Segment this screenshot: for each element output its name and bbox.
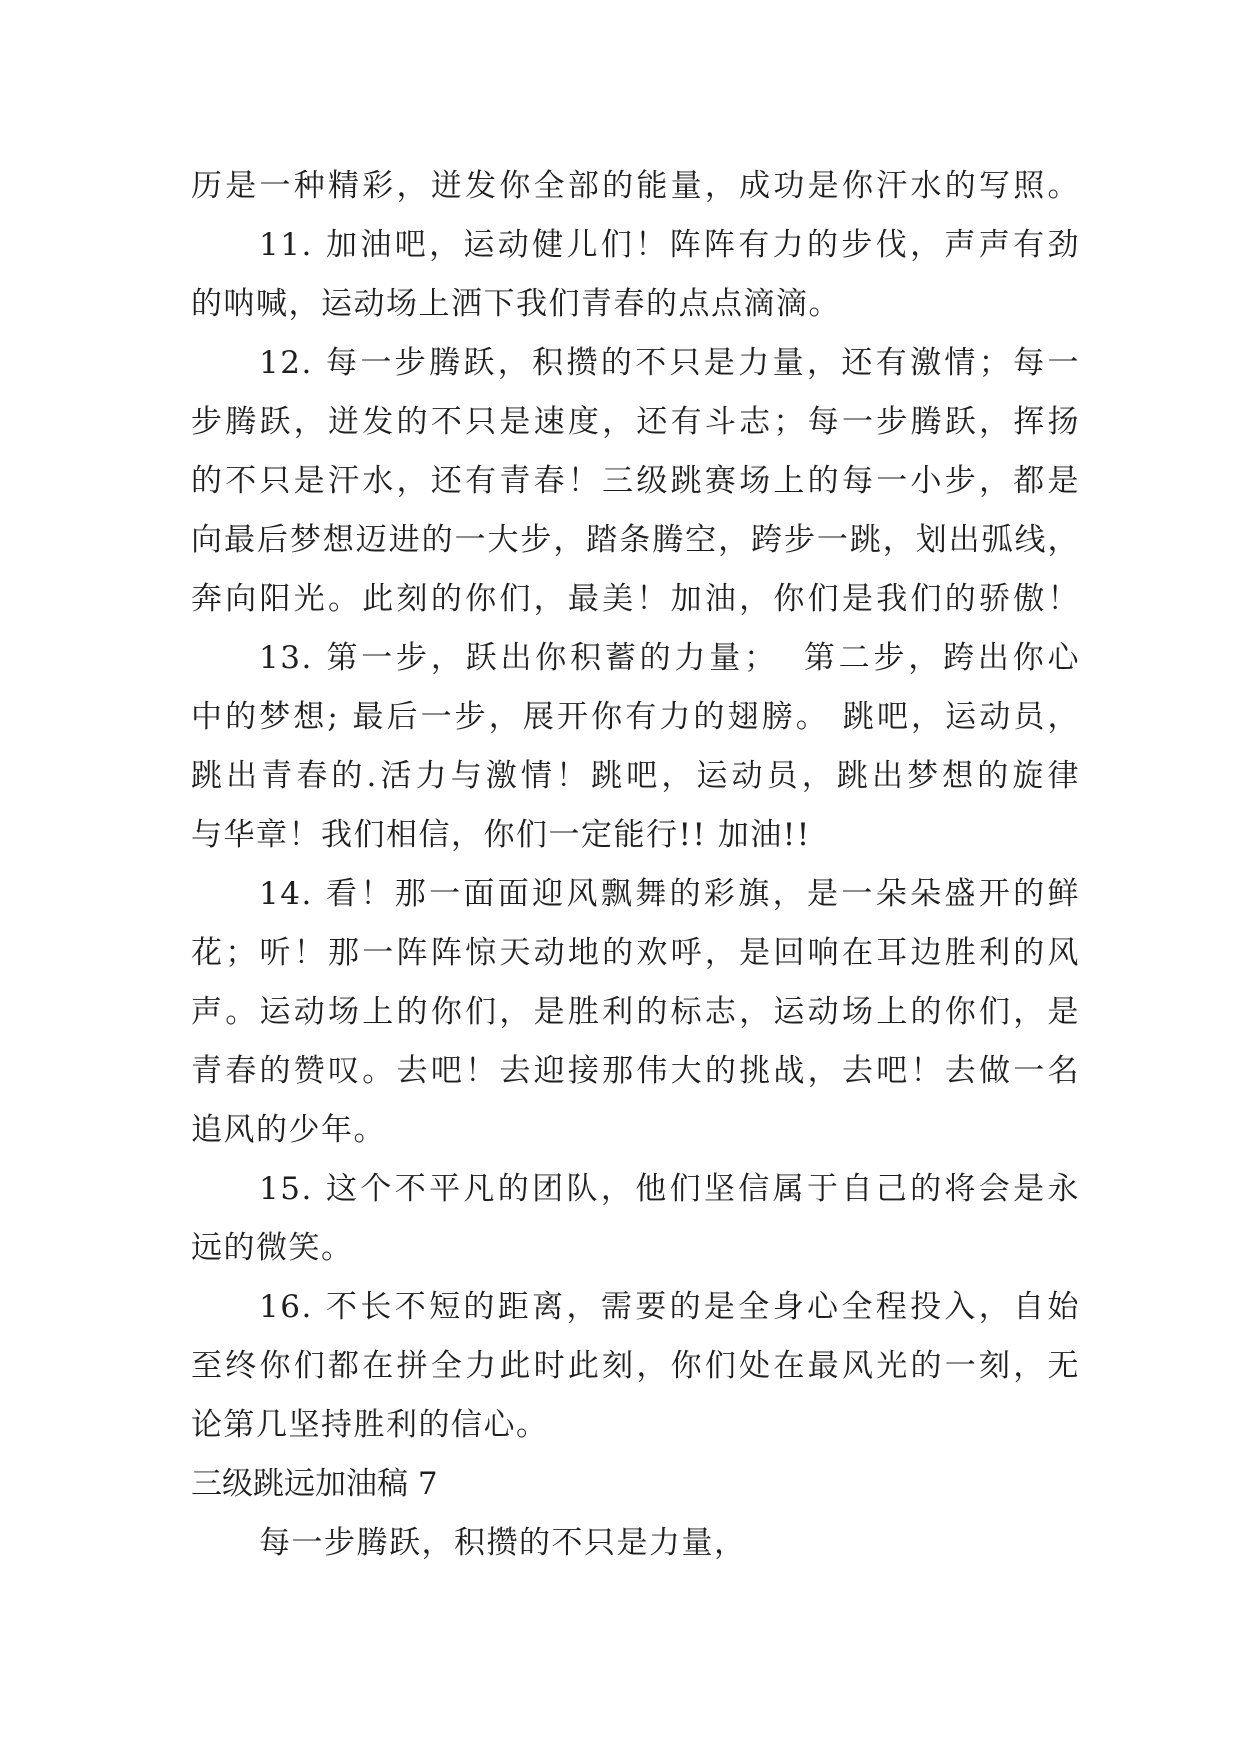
paragraph-line: 声。运动场上的你们，是胜利的标志，运动场上的你们，是	[191, 994, 1080, 1030]
paragraph-line: 跳出青春的.活力与激情！跳吧，运动员，跳出梦想的旋律	[191, 758, 1080, 794]
paragraph-15	[191, 1160, 1080, 1278]
paragraph-line: 15. 这个不平凡的团队，他们坚信属于自己的将会是永	[259, 1171, 1080, 1207]
paragraph-final	[191, 1514, 1080, 1573]
paragraph-line: 13. 第一步，跃出你积蓄的力量； 第二步，跨出你心	[259, 640, 1080, 676]
paragraph-line: 16. 不长不短的距离，需要的是全身心全程投入，自始	[259, 1289, 1080, 1325]
paragraph-line: 论第几坚持胜利的信心。	[191, 1407, 549, 1443]
paragraph-line: 追风的少年。	[191, 1112, 386, 1148]
paragraph-line: 远的微笑。	[191, 1230, 354, 1266]
paragraph-line: 12. 每一步腾跃，积攒的不只是力量，还有激情；每一	[259, 345, 1080, 381]
paragraph-line: 花；听！那一阵阵惊天动地的欢呼，是回响在耳边胜利的风	[191, 935, 1080, 971]
paragraph-11	[191, 216, 1080, 334]
paragraph-12	[191, 334, 1080, 629]
paragraph-line: 与华章！我们相信，你们一定能行!! 加油!!	[191, 817, 811, 853]
paragraph-line: 的不只是汗水，还有青春！三级跳赛场上的每一小步，都是	[191, 463, 1080, 499]
paragraph-continuation	[191, 157, 1080, 216]
paragraph-line: 步腾跃，迸发的不只是速度，还有斗志；每一步腾跃，挥扬	[191, 404, 1080, 440]
paragraph-line: 11. 加油吧，运动健儿们！阵阵有力的步伐，声声有劲	[259, 227, 1080, 263]
paragraph-line: 中的梦想; 最后一步，展开你有力的翅膀。 跳吧，运动员，	[191, 699, 1080, 735]
paragraph-line: 历是一种精彩，迸发你全部的能量，成功是你汗水的写照。	[191, 168, 1080, 204]
section-heading: 三级跳远加油稿 7	[191, 1466, 438, 1502]
document-page	[191, 157, 1080, 1573]
paragraph-16	[191, 1278, 1080, 1455]
paragraph-13	[191, 629, 1080, 865]
paragraph-line: 至终你们都在拼全力此时此刻，你们处在最风光的一刻，无	[191, 1348, 1080, 1384]
paragraph-line: 奔向阳光。此刻的你们，最美！加油，你们是我们的骄傲！	[191, 581, 1080, 617]
paragraph-line: 每一步腾跃，积攒的不只是力量，	[259, 1525, 747, 1561]
paragraph-line: 14. 看！那一面面迎风飘舞的彩旗，是一朵朵盛开的鲜	[259, 876, 1080, 912]
paragraph-14	[191, 865, 1080, 1160]
paragraph-line: 向最后梦想迈进的一大步，踏条腾空，跨步一跳，划出弧线，	[191, 522, 1080, 558]
paragraph-line: 青春的赞叹。去吧！去迎接那伟大的挑战，去吧！去做一名	[191, 1053, 1080, 1089]
paragraph-line: 的呐喊，运动场上洒下我们青春的点点滴滴。	[191, 286, 841, 322]
